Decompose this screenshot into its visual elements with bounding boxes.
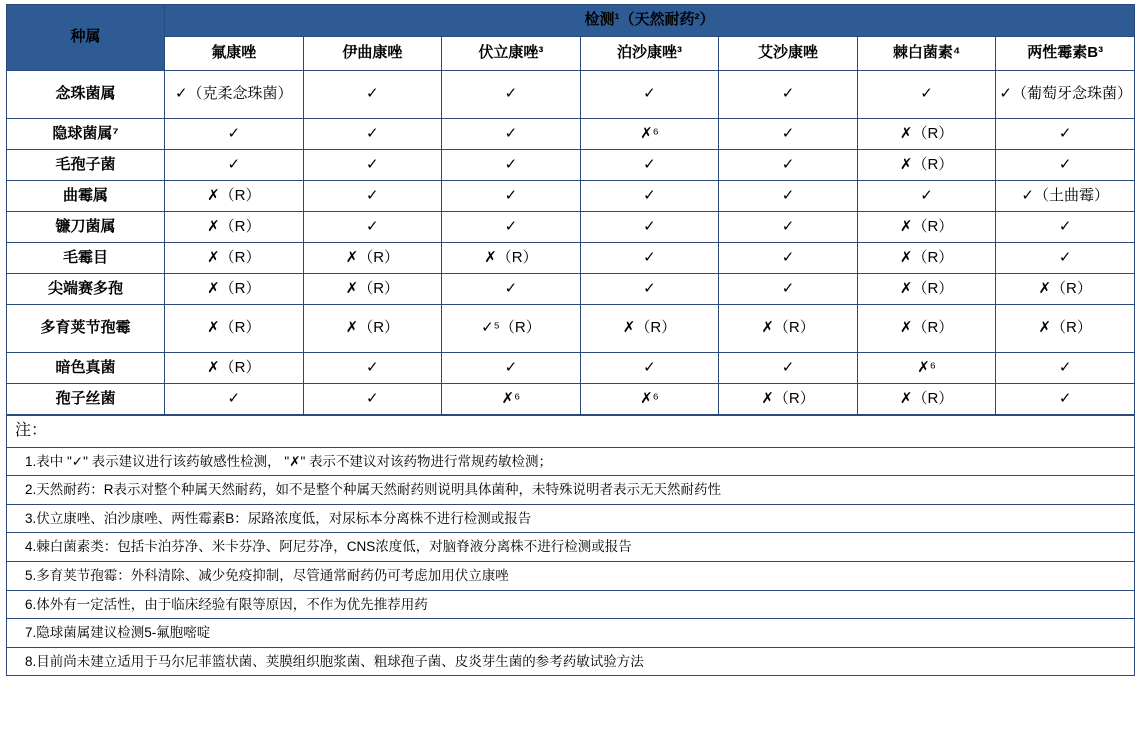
note-row	[7, 561, 1135, 590]
cell: ✓	[580, 212, 719, 243]
cell: ✗（R）	[996, 305, 1135, 353]
cell: ✗（R）	[442, 243, 581, 274]
cell: ✓	[719, 274, 858, 305]
cell: ✓	[719, 212, 858, 243]
cell: ✓	[996, 353, 1135, 384]
table-row	[7, 212, 1135, 243]
cell: ✗（R）	[303, 305, 442, 353]
cell: ✓	[580, 150, 719, 181]
note-item: 5.多育荚节孢霉：外科清除、减少免疫抑制，尽管通常耐药仍可考虑加用伏立康唑	[7, 561, 1135, 590]
header-group-detection: 检测¹（天然耐药²）	[165, 5, 1135, 37]
row-genus-label: 镰刀菌属	[7, 212, 165, 243]
note-item: 1.表中 "✓" 表示建议进行该药敏感性检测， "✗" 表示不建议对该药物进行常规药敏检测；	[7, 447, 1135, 476]
row-genus-label: 孢子丝菌	[7, 384, 165, 415]
cell: ✗（R）	[857, 305, 996, 353]
table-body	[7, 71, 1135, 415]
table-row	[7, 353, 1135, 384]
note-row	[7, 647, 1135, 676]
cell: ✓	[996, 150, 1135, 181]
table-row	[7, 150, 1135, 181]
cell: ✓	[165, 119, 304, 150]
cell: ✗（R）	[857, 243, 996, 274]
cell: ✗（R）	[719, 384, 858, 415]
cell: ✓	[303, 353, 442, 384]
cell: ✗（R）	[857, 274, 996, 305]
header-drug-3: 泊沙康唑³	[580, 37, 719, 71]
row-genus-label: 毛孢子菌	[7, 150, 165, 181]
cell: ✗（R）	[303, 274, 442, 305]
cell: ✓	[719, 243, 858, 274]
cell: ✗（R）	[165, 243, 304, 274]
table-row	[7, 305, 1135, 353]
cell: ✓	[719, 181, 858, 212]
table-row	[7, 181, 1135, 212]
cell: ✓	[719, 71, 858, 119]
cell: ✓	[165, 150, 304, 181]
row-genus-label: 隐球菌属⁷	[7, 119, 165, 150]
cell: ✓⁵（R）	[442, 305, 581, 353]
cell: ✓	[719, 150, 858, 181]
note-item: 8.目前尚未建立适用于马尔尼菲篮状菌、荚膜组织胞浆菌、粗球孢子菌、皮炎芽生菌的参考药敏试验方法	[7, 647, 1135, 676]
cell: ✗（R）	[857, 150, 996, 181]
note-row	[7, 504, 1135, 533]
cell: ✓	[303, 119, 442, 150]
cell: ✗（R）	[719, 305, 858, 353]
cell: ✓（土曲霉）	[996, 181, 1135, 212]
cell: ✗（R）	[857, 119, 996, 150]
cell: ✓	[719, 119, 858, 150]
antifungal-susceptibility-table	[6, 4, 1135, 415]
cell: ✗（R）	[996, 274, 1135, 305]
table-row	[7, 384, 1135, 415]
cell: ✗（R）	[165, 181, 304, 212]
header-drug-5: 棘白菌素⁴	[857, 37, 996, 71]
row-genus-label: 暗色真菌	[7, 353, 165, 384]
header-drug-4: 艾沙康唑	[719, 37, 858, 71]
cell: ✓	[857, 181, 996, 212]
cell: ✗⁶	[580, 119, 719, 150]
row-genus-label: 念珠菌属	[7, 71, 165, 119]
note-item: 4.棘白菌素类：包括卡泊芬净、米卡芬净、阿尼芬净，CNS浓度低，对脑脊液分离株不进行检测或报告	[7, 533, 1135, 562]
cell: ✓	[996, 384, 1135, 415]
note-row	[7, 476, 1135, 505]
cell: ✓	[442, 71, 581, 119]
row-genus-label: 尖端赛多孢	[7, 274, 165, 305]
cell: ✗（R）	[165, 353, 304, 384]
note-row	[7, 533, 1135, 562]
cell: ✗（R）	[857, 384, 996, 415]
cell: ✓	[442, 150, 581, 181]
cell: ✓	[580, 243, 719, 274]
cell: ✓	[303, 181, 442, 212]
note-item: 3.伏立康唑、泊沙康唑、两性霉素B：尿路浓度低，对尿标本分离株不进行检测或报告	[7, 504, 1135, 533]
cell: ✗（R）	[165, 305, 304, 353]
note-row	[7, 447, 1135, 476]
cell: ✗⁶	[580, 384, 719, 415]
cell: ✓	[580, 181, 719, 212]
header-row-top	[7, 5, 1135, 37]
note-item: 2.天然耐药：R表示对整个种属天然耐药，如不是整个种属天然耐药则说明具体菌种，未特殊说明者表示无天然耐药性	[7, 476, 1135, 505]
cell: ✓	[442, 353, 581, 384]
cell: ✓	[580, 274, 719, 305]
cell: ✓	[165, 384, 304, 415]
cell: ✓（葡萄牙念珠菌）	[996, 71, 1135, 119]
cell: ✓	[303, 150, 442, 181]
cell: ✓	[303, 212, 442, 243]
cell: ✗（R）	[165, 274, 304, 305]
cell: ✓	[303, 71, 442, 119]
header-row-drugs	[7, 37, 1135, 71]
row-genus-label: 曲霉属	[7, 181, 165, 212]
cell: ✓	[442, 274, 581, 305]
cell: ✗（R）	[857, 212, 996, 243]
notes-title: 注：	[7, 416, 1135, 448]
row-genus-label: 多育荚节孢霉	[7, 305, 165, 353]
notes-title-row	[7, 416, 1135, 448]
cell: ✓	[996, 212, 1135, 243]
header-drug-6: 两性霉素B³	[996, 37, 1135, 71]
note-item: 6.体外有一定活性，由于临床经验有限等原因，不作为优先推荐用药	[7, 590, 1135, 619]
table-row	[7, 71, 1135, 119]
cell: ✓	[996, 243, 1135, 274]
cell: ✓	[857, 71, 996, 119]
header-drug-2: 伏立康唑³	[442, 37, 581, 71]
row-genus-label: 毛霉目	[7, 243, 165, 274]
cell: ✗（R）	[165, 212, 304, 243]
table-head	[7, 5, 1135, 71]
note-row	[7, 590, 1135, 619]
cell: ✓	[580, 71, 719, 119]
cell: ✗⁶	[442, 384, 581, 415]
cell: ✗（R）	[303, 243, 442, 274]
cell: ✓	[442, 119, 581, 150]
table-row	[7, 274, 1135, 305]
cell: ✓	[719, 353, 858, 384]
header-genus: 种属	[7, 5, 165, 71]
header-drug-1: 伊曲康唑	[303, 37, 442, 71]
header-drug-0: 氟康唑	[165, 37, 304, 71]
note-item: 7.隐球菌属建议检测5-氟胞嘧啶	[7, 619, 1135, 648]
note-row	[7, 619, 1135, 648]
cell: ✓	[442, 212, 581, 243]
table-row	[7, 243, 1135, 274]
cell: ✓（克柔念珠菌）	[165, 71, 304, 119]
cell: ✓	[303, 384, 442, 415]
cell: ✗（R）	[580, 305, 719, 353]
cell: ✗⁶	[857, 353, 996, 384]
table-row	[7, 119, 1135, 150]
cell: ✓	[580, 353, 719, 384]
cell: ✓	[442, 181, 581, 212]
notes-table	[6, 415, 1135, 676]
cell: ✓	[996, 119, 1135, 150]
